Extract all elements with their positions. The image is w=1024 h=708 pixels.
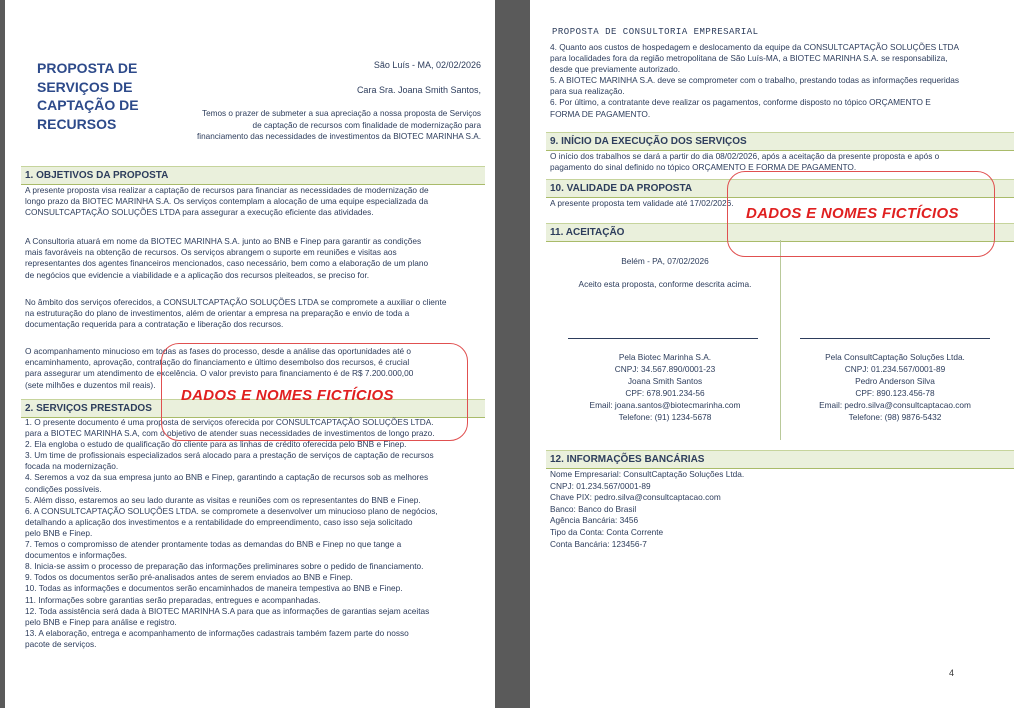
list-item: pelo BNB e Finep para análise e registro.: [25, 616, 177, 627]
inicio-paragraph: O início dos trabalhos se dará a partir do dia 08/02/2026, após a aceitação da presente proposta e após o pagamento do sinal definido no tópico ORÇAMENTO E FORMA DE PAGAMENTO.: [550, 151, 940, 173]
continued-list: [550, 42, 1010, 120]
list-item: 11. Informações sobre garantias serão preparadas, entregues e acompanhadas.: [25, 594, 321, 605]
signature-block-left: Pela Biotec Marinha S.A. CNPJ: 34.567.890/0001-23 Joana Smith Santos CPF: 678.901.234-56 Email: joana.santos@biotecmarinha.com Telefone: (91) 1234-5678: [589, 352, 741, 422]
list-item: pelo BNB e Finep.: [25, 527, 93, 538]
list-item: 5. A BIOTEC MARINHA S.A. deve se comprometer com o trabalho, prestando todas as informações requeridas: [550, 75, 960, 86]
document-page-right: [530, 0, 1024, 708]
list-item: pacote de serviços.: [25, 638, 97, 649]
section-heading-inicio: 9. INÍCIO DA EXECUÇÃO DOS SERVIÇOS: [546, 132, 1014, 151]
document-page-left: [5, 0, 495, 708]
objetivos-paragraph-4: O acompanhamento minucioso em todas as fases do processo, desde a análise das oportunidades até o encaminhamento, aprovação, contratação do financiamento e último desembolso dos recursos, é crucial para assegurar um atendimento de excelência. O valor previsto para financiamento é de R$ 7.200.000,00 (sete milhões e duzentos mil reais).: [25, 346, 414, 390]
objetivos-paragraph-2: A Consultoria atuará em nome da BIOTEC MARINHA S.A. junto ao BNB e Finep para garantir as condições mais favoráveis na obtenção de recursos. Os serviços abrangem o suporte em reuniões e visitas aos representantes dos agentes financeiros mencionados, caso necessário, bem como a elaboração de um plano de negócios que evidencie a viabilidade e a aplicação dos recursos pleiteados, se preciso for.: [25, 236, 429, 280]
list-item: documentos e informações.: [25, 550, 127, 561]
list-item: condições possíveis.: [25, 483, 102, 494]
list-item: 3. Um time de profissionais especializados será alocado para a prestação de serviços de captação de recursos: [25, 450, 434, 461]
list-item: detalhando a aplicação dos investimentos e a rentabilidade do empreendimento, caso isso seja solicitado: [25, 516, 413, 527]
list-item: para a BIOTEC MARINHA S.A, com o objetivo de atender suas necessidades de investimentos de longo prazo.: [25, 428, 435, 439]
intro-paragraph: Temos o prazer de submeter a sua apreciação a nossa proposta de Serviços de captação de recursos com finalidade de modernização para financiamento das necessidades de investimentos da BIOTEC MARINHA S.A.: [197, 109, 481, 141]
list-item: 12. Toda assistência será dada à BIOTEC MARINHA S.A para que as informações de garantias sejam aceitas: [25, 605, 430, 616]
fictitious-data-stamp: DADOS E NOMES FICTÍCIOS: [181, 387, 394, 404]
section-heading-aceitacao: 11. ACEITAÇÃO: [546, 223, 1014, 242]
section-heading-objetivos: 1. OBJETIVOS DA PROPOSTA: [21, 166, 485, 185]
list-item: 1. O presente documento é uma proposta de serviços oferecida por CONSULTCAPTAÇÃO SOLUÇÕES LTDA.: [25, 417, 434, 427]
list-item: 6. Por último, a contratante deve realizar os pagamentos, conforme disposto no tópico ORÇAMENTO E: [550, 97, 931, 108]
list-item: 6. A CONSULTCAPTAÇÃO SOLUÇÕES LTDA. se compromete a desenvolver um minucioso plano de negócios,: [25, 505, 438, 516]
section-heading-servicos: 2. SERVIÇOS PRESTADOS: [21, 399, 485, 418]
running-header: PROPOSTA DE CONSULTORIA EMPRESARIAL: [552, 27, 759, 37]
page-number: 4: [948, 668, 954, 678]
accept-text: Aceito esta proposta, conforme descrita acima.: [578, 279, 752, 289]
servicos-list: [25, 417, 481, 650]
bank-info: Nome Empresarial: ConsultCaptação Soluções Ltda. CNPJ: 01.234.567/0001-89 Chave PIX: pedro.silva@consultcaptacao.com Banco: Banco do Brasil Agência Bancária: 3456 Tipo da Conta: Conta Corrente Conta Bancária: 123456-7: [550, 469, 745, 549]
section-heading-bancarias: 12. INFORMAÇÕES BANCÁRIAS: [546, 450, 1014, 469]
signature-block-right: Pela ConsultCaptação Soluções Ltda. CNPJ: 01.234.567/0001-89 Pedro Anderson Silva CPF: 890.123.456-78 Email: pedro.silva@consultcaptacao.com Telefone: (98) 9876-5432: [819, 352, 971, 422]
list-item: FORMA DE PAGAMENTO.: [550, 108, 651, 119]
list-item: 8. Inicia-se assim o processo de preparação das informações preliminares sobre o pedido de financiamento.: [25, 561, 424, 572]
list-item: focada na modernização.: [25, 461, 119, 472]
list-item: 9. Todos os documentos serão pré-analisados antes de serem enviados ao BNB e Finep.: [25, 572, 353, 583]
list-item: 2. Ela engloba o estudo de qualificação do cliente para as linhas de crédito oferecida pelo BNB e Finep.: [25, 439, 407, 450]
objetivos-paragraph-3: No âmbito dos serviços oferecidos, a CONSULTCAPTAÇÃO SOLUÇÕES LTDA se compromete a auxiliar o cliente na estruturação do plano de investimentos, além de orientar a empresa na preparação e envio de toda a documentação requerida para a contratação e liberação dos recursos.: [25, 297, 447, 330]
list-item: para sua realização.: [550, 86, 625, 97]
section-heading-validade: 10. VALIDADE DA PROPOSTA: [546, 179, 1014, 198]
greeting: Cara Sra. Joana Smith Santos,: [356, 85, 481, 95]
list-item: 10. Todas as informações e documentos serão encaminhados de maneira tempestiva ao BNB e Finep.: [25, 583, 403, 594]
list-item: 5. Além disso, estaremos ao seu lado durante as visitas e reuniões com os representantes do BNB e Finep.: [25, 494, 421, 505]
proposal-title: PROPOSTA DE SERVIÇOS DE CAPTAÇÃO DE RECURSOS: [37, 60, 139, 132]
list-item: 4. Seremos a voz da sua empresa junto ao BNB e Finep, garantindo a captação de recursos sob as melhores: [25, 472, 429, 483]
list-item: desde que previamente autorizado.: [550, 64, 681, 75]
accept-place-date: Belém - PA, 07/02/2026: [621, 256, 709, 266]
signature-line-right: [800, 338, 990, 339]
list-item: 7. Temos o compromisso de atender prontamente todas as demandas do BNB e Finep no que tange a: [25, 539, 402, 550]
list-item: 4. Quanto aos custos de hospedagem e deslocamento da equipe da CONSULTCAPTAÇÃO SOLUÇÕES LTDA: [550, 42, 960, 52]
objetivos-paragraph-1: A presente proposta visa realizar a captação de recursos para financiar as necessidades de modernização de longo prazo da BIOTEC MARINHA S.A. Os serviços contemplam a alocação de uma equipe especializada da CONSULTCAPTAÇÃO SOLUÇÕES LTDA para assegurar a execução eficiente das atividades.: [25, 185, 429, 218]
list-item: 13. A elaboração, entrega e acompanhamento de informações cadastrais também fazem parte do nosso: [25, 627, 409, 638]
list-item: para localidades fora da região metropolitana de São Luís-MA, a BIOTEC MARINHA S.A. se responsabiliza,: [550, 53, 948, 64]
signature-line-left: [568, 338, 758, 339]
fictitious-data-stamp: DADOS E NOMES FICTÍCIOS: [746, 205, 959, 222]
validade-paragraph: A presente proposta tem validade até 17/02/2026.: [550, 198, 734, 208]
location-date: São Luís - MA, 02/02/2026: [373, 60, 481, 70]
